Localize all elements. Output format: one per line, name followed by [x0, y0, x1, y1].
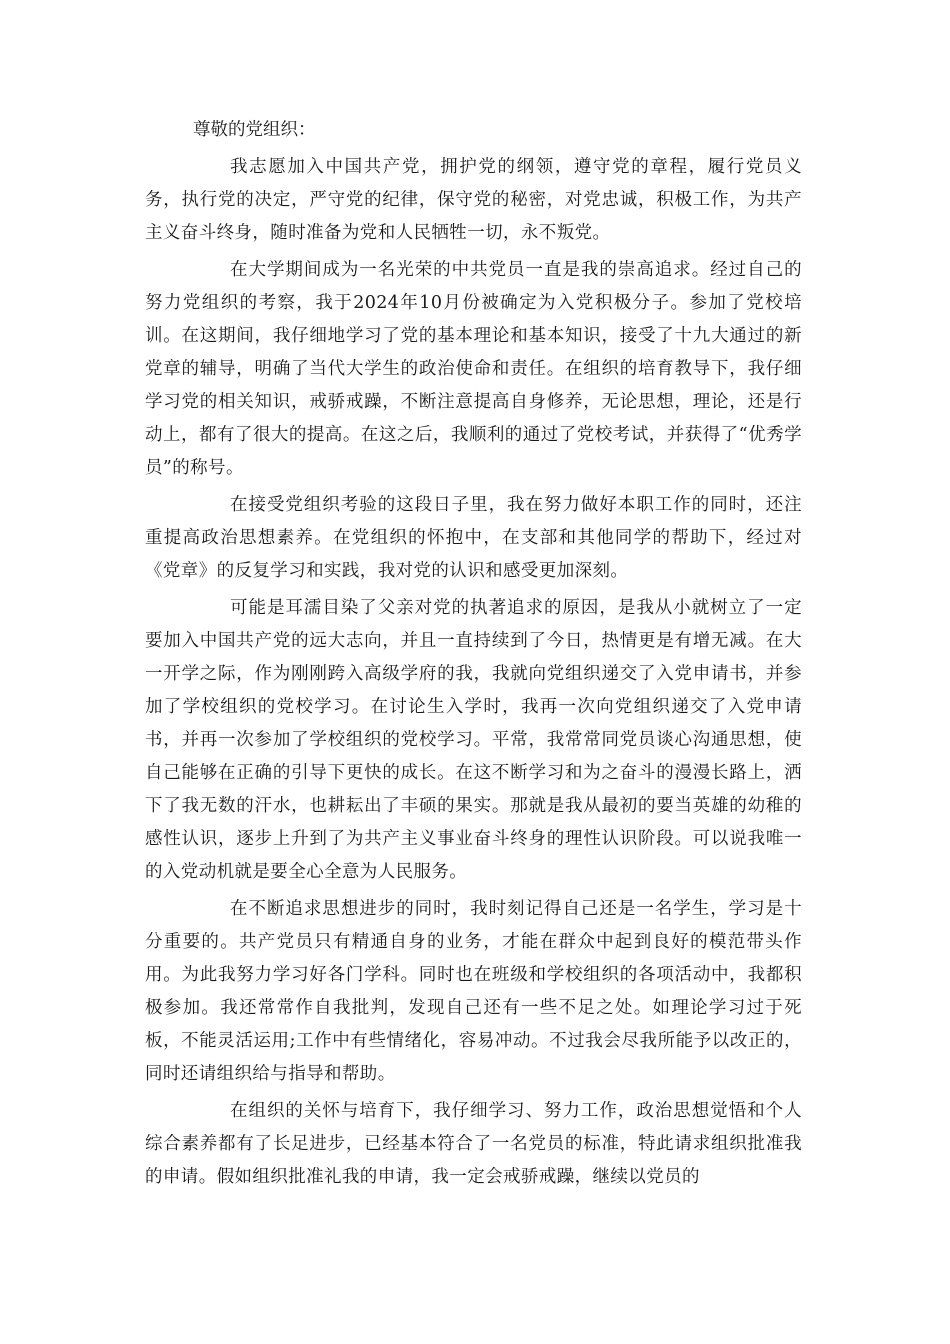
paragraph-motivation: 可能是耳濡目染了父亲对党的执著追求的原因，是我从小就树立了一定要加入中国共产党的远大志向，并且一直持续到了今日，热情更是有增无减。在大一开学之际，作为刚刚跨入高级学府的我，我就向党组织递交了入党申请书，并参加了学校组织的党校学习。在讨论生入学时，我再一次向党组织递交了入党申请书，并再一次参加了学校组织的党校学习。平常，我常常同党员谈心沟通思想，使自己能够在正确的引导下更快的成长。在这不断学习和为之奋斗的漫漫长路上，洒下了我无数的汗水，也耕耘出了丰硕的果实。那就是我从最初的要当英雄的幼稚的感性认识，逐步上升到了为共产主义事业奋斗终身的理性认识阶段。可以说我唯一的入党动机就是要全心全意为人民服务。: [145, 598, 802, 882]
paragraph-pledge: 我志愿加入中国共产党，拥护党的纲领，遵守党的章程，履行党员义务，执行党的决定，严守党的纪律，保守党的秘密，对党忠诚，积极工作，为共产主义奋斗终身，随时准备为党和人民牺牲一切，永不叛党。: [145, 157, 802, 243]
salutation: 尊敬的党组织：: [193, 120, 316, 140]
paragraph-university-pursuit: 在大学期间成为一名光荣的中共党员一直是我的崇高追求。经过自己的努力党组织的考察，我于2024年10月份被确定为入党积极分子。参加了党校培训。在这期间，我仔细地学习了党的基本理论和基本知识，接受了十九大通过的新党章的辅导，明确了当代大学生的政治使命和责任。在组织的培育教导下，我仔细学习党的相关知识，戒骄戒躁，不断注意提高自身修养，无论思想，理论，还是行动上，都有了很大的提高。在这之后，我顺利的通过了党校考试，并获得了“优秀学员”的称号。: [145, 260, 802, 478]
paragraph-request-approval: 在组织的关怀与培育下，我仔细学习、努力工作，政治思想觉悟和个人综合素养都有了长足进步，已经基本符合了一名党员的标准，特此请求组织批准我的申请。假如组织批准礼我的申请，我一定会戒骄戒躁，继续以党员的: [145, 1101, 802, 1187]
paragraph-study-and-shortcomings: 在不断追求思想进步的同时，我时刻记得自己还是一名学生，学习是十分重要的。共产党员只有精通自身的业务，才能在群众中起到良好的模范带头作用。为此我努力学习好各门学科。同时也在班级和学校组织的各项活动中，我都积极参加。我还常常作自我批判，发现自己还有一些不足之处。如理论学习过于死板，不能灵活运用;工作中有些情绪化，容易冲动。不过我会尽我所能予以改正的，同时还请组织给与指导和帮助。: [145, 899, 802, 1084]
paragraph-probation-period: 在接受党组织考验的这段日子里，我在努力做好本职工作的同时，还注重提高政治思想素养。在党组织的怀抱中，在支部和其他同学的帮助下，经过对《党章》的反复学习和实践，我对党的认识和感受更加深刻。: [145, 495, 802, 581]
